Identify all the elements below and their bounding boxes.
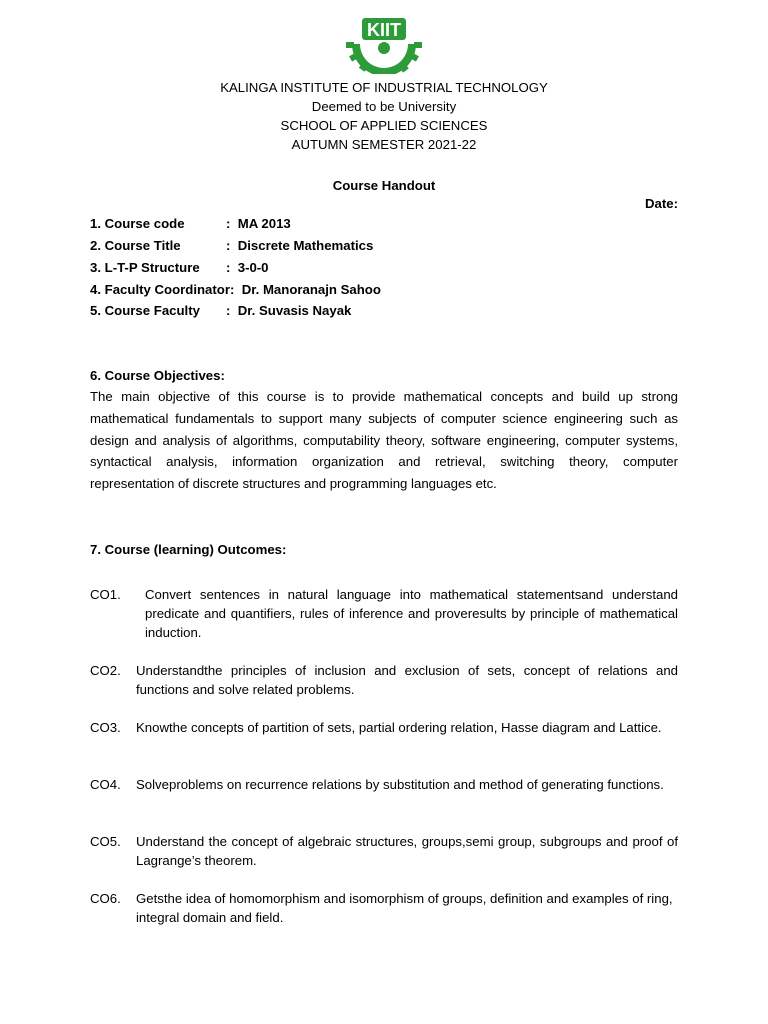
faculty-coordinator-row: 4. Faculty Coordinator: Dr. Manoranajn Sahoo bbox=[90, 282, 381, 297]
info-value: Dr. Suvasis Nayak bbox=[237, 303, 352, 318]
info-key: 4. Faculty Coordinator bbox=[90, 282, 230, 297]
kiit-logo bbox=[342, 14, 426, 74]
outcome-text: Convert sentences in natural language into mathematical statementsand understand predicate and quantifiers, rules of inference and proveresults by principle of mathematical induction. bbox=[145, 587, 678, 640]
outcome-text: Understandthe principles of inclusion and exclusion of sets, concept of relations and functions and solve related problems. bbox=[136, 663, 678, 697]
outcome-text: Knowthe concepts of partition of sets, partial ordering relation, Hasse diagram and Lattice. bbox=[136, 720, 662, 735]
outcome-label: CO5. bbox=[90, 834, 121, 849]
outcome-item bbox=[90, 718, 678, 737]
school-name: SCHOOL OF APPLIED SCIENCES bbox=[280, 118, 488, 133]
outcome-label: CO3. bbox=[90, 720, 121, 735]
outcome-label: CO4. bbox=[90, 777, 121, 792]
semester: AUTUMN SEMESTER 2021-22 bbox=[291, 137, 477, 152]
info-key: 2. Course Title bbox=[90, 238, 181, 253]
info-value: Discrete Mathematics bbox=[237, 238, 374, 253]
objectives-title: 6. Course Objectives: bbox=[90, 368, 225, 383]
date-label: Date: bbox=[645, 196, 678, 211]
svg-text:KIIT: KIIT bbox=[367, 20, 401, 40]
info-value: 3-0-0 bbox=[237, 260, 269, 275]
outcome-label: CO2. bbox=[90, 663, 121, 678]
course-code-row: 1. Course code : MA 2013 bbox=[90, 216, 291, 231]
course-faculty-row: 5. Course Faculty : Dr. Suvasis Nayak bbox=[90, 303, 352, 318]
outcome-text: Understand the concept of algebraic structures, groups,semi group, subgroups and proof of Lagrange’s theorem. bbox=[136, 834, 678, 868]
outcome-item bbox=[90, 661, 678, 699]
objectives-text: The main objective of this course is to provide mathematical concepts and build up strong mathematical fundamentals to support many subjects of computer science engineering such as design and analysis of algorithms, computability theory, software engineering, computer systems, syntactical analysis, information organization and retrieval, switching theory, computer representation of discrete structures and programming languages etc. bbox=[90, 389, 678, 492]
outcome-item bbox=[90, 889, 678, 927]
info-value: MA 2013 bbox=[237, 216, 291, 231]
outcome-item bbox=[90, 775, 678, 794]
info-key: 1. Course code bbox=[90, 216, 185, 231]
outcomes-title: 7. Course (learning) Outcomes: bbox=[90, 542, 287, 557]
info-key: 3. L-T-P Structure bbox=[90, 260, 200, 275]
outcome-text: Solveproblems on recurrence relations by substitution and method of generating functions. bbox=[136, 777, 664, 792]
course-title-row: 2. Course Title : Discrete Mathematics bbox=[90, 238, 374, 253]
outcome-item bbox=[90, 585, 678, 642]
ltp-structure-row: 3. L-T-P Structure : 3-0-0 bbox=[90, 260, 269, 275]
info-key: 5. Course Faculty bbox=[90, 303, 200, 318]
university-status: Deemed to be University bbox=[311, 99, 457, 114]
outcome-item bbox=[90, 832, 678, 870]
info-value: Dr. Manoranajn Sahoo bbox=[241, 282, 381, 297]
outcome-label: CO6. bbox=[90, 891, 121, 906]
outcome-label: CO1. bbox=[90, 587, 121, 602]
doc-title: Course Handout bbox=[332, 178, 436, 193]
institute-name: KALINGA INSTITUTE OF INDUSTRIAL TECHNOLOGY bbox=[220, 80, 548, 95]
outcome-text: Getsthe idea of homomorphism and isomorphism of groups, definition and examples of ring, integral domain and field. bbox=[136, 891, 673, 925]
